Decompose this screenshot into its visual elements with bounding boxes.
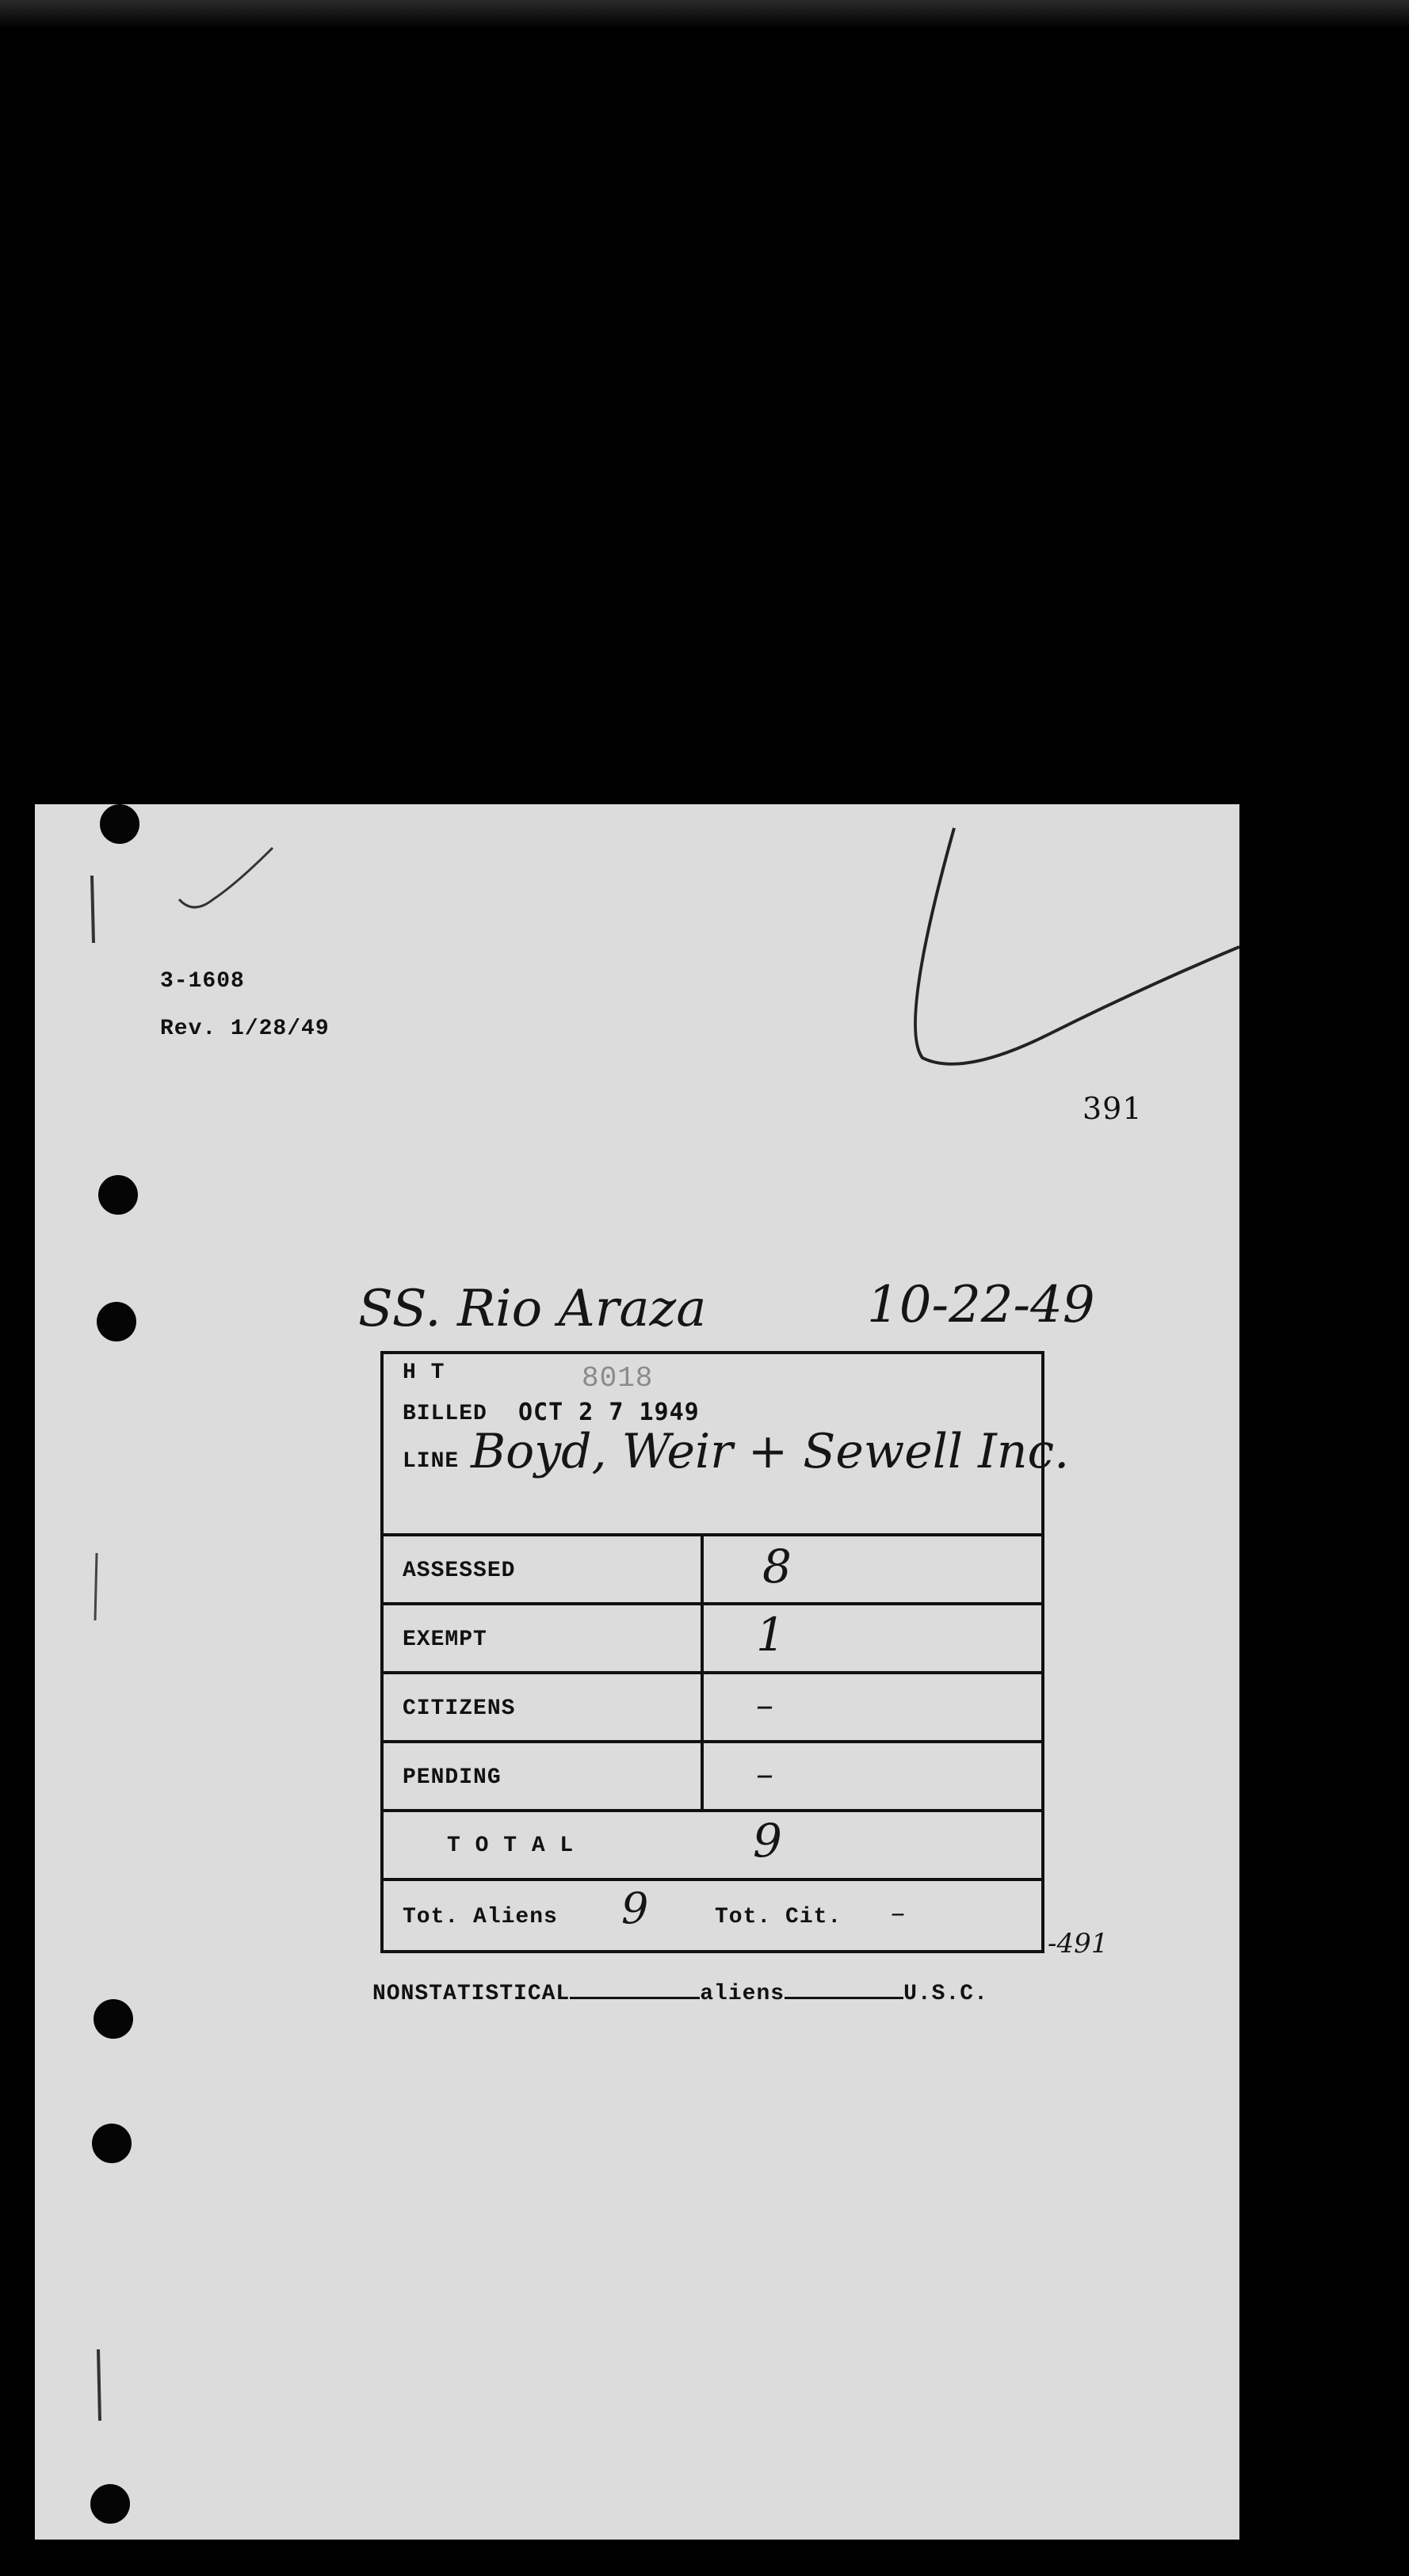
blank-field	[785, 1997, 903, 1999]
exempt-label: EXEMPT	[403, 1628, 487, 1652]
ht-label: H T	[403, 1361, 445, 1385]
rule	[384, 1533, 1041, 1536]
rule	[384, 1602, 1041, 1605]
tot-aliens-label: Tot. Aliens	[403, 1905, 558, 1929]
tot-aliens-value: 9	[621, 1883, 649, 1933]
page-number: 391	[1083, 1091, 1143, 1126]
usc-label: U.S.C.	[903, 1982, 988, 2006]
manifest-box	[380, 1351, 1070, 1953]
pending-label: PENDING	[403, 1765, 502, 1790]
form-number: 3-1608	[160, 969, 245, 994]
scan-top-edge	[0, 0, 1409, 29]
blank-field	[570, 1997, 700, 1999]
billed-label: BILLED	[403, 1402, 487, 1426]
citizens-label: CITIZENS	[403, 1696, 516, 1721]
tot-cit-label: Tot. Cit.	[715, 1905, 842, 1929]
rule	[384, 1878, 1041, 1881]
ht-number: 8018	[582, 1362, 654, 1395]
arrival-date: 10-22-49	[867, 1276, 1095, 1334]
margin-note: -491	[1048, 1928, 1109, 1960]
total-label: T O T A L	[447, 1834, 575, 1858]
line-label: LINE	[403, 1449, 460, 1474]
rule	[384, 1671, 1041, 1674]
total-value: 9	[753, 1814, 782, 1868]
aliens-label: aliens	[700, 1982, 785, 2006]
rule	[384, 1740, 1041, 1743]
nonstatistical-label: NONSTATISTICAL	[372, 1982, 571, 2006]
line-value: Boyd, Weir + Sewell Inc.	[471, 1424, 1070, 1479]
citizens-value: –	[756, 1685, 773, 1726]
assessed-value: 8	[762, 1540, 792, 1593]
rule	[384, 1809, 1041, 1812]
pending-value: –	[756, 1754, 773, 1795]
billed-date-stamp: OCT 2 7 1949	[518, 1399, 700, 1426]
document-page	[35, 804, 1239, 2540]
form-revision: Rev. 1/28/49	[160, 1017, 330, 1041]
assessed-label: ASSESSED	[403, 1559, 516, 1583]
exempt-value: 1	[756, 1608, 785, 1662]
tot-cit-value: –	[891, 1897, 905, 1929]
nonstatistical-line	[372, 1982, 988, 2006]
column-divider	[701, 1533, 704, 1811]
vessel-name: SS. Rio Araza	[358, 1280, 707, 1338]
